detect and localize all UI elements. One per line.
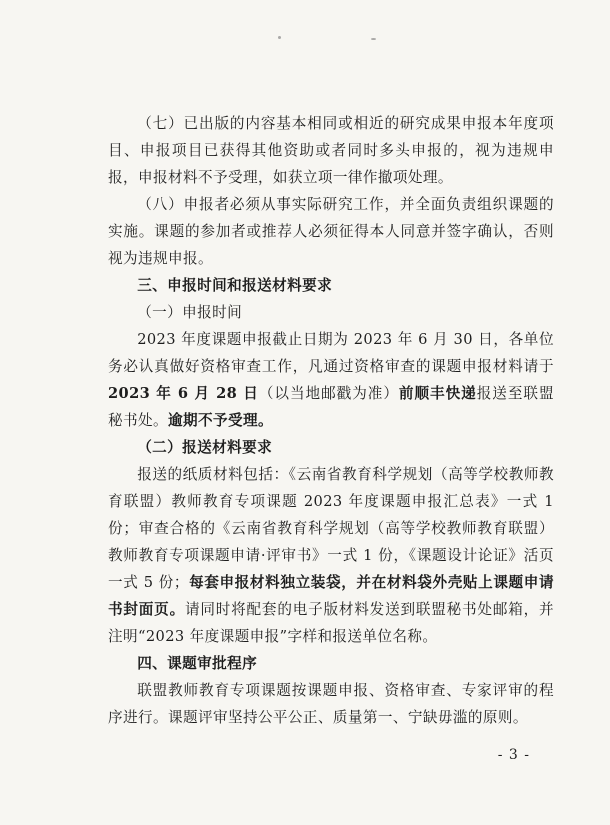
deadline-courier: 前顺丰快递 bbox=[398, 385, 477, 402]
deadline-date: 2023 年 6 月 28 日 bbox=[108, 385, 259, 402]
section-eight-paragraph: （八）申报者必须从事实际研究工作，并全面负责组织课题的实施。课题的参加者或推荐人必须征得本人同意并签字确认，否则视为违规申报。 bbox=[108, 196, 554, 267]
section-seven-paragraph: （七）已出版的内容基本相同或相近的研究成果申报本年度项目、申报项目已获得其他资助或者同时多头申报的，视为违规申报，申报材料不予受理，如获立项一律作撤项处理。 bbox=[108, 115, 554, 186]
deadline-text-3: 报送至联盟秘书处。 bbox=[108, 385, 554, 429]
deadline-paragraph bbox=[108, 326, 554, 434]
document-body bbox=[108, 110, 554, 731]
page-number: - 3 - bbox=[497, 747, 530, 763]
scan-speck bbox=[278, 36, 281, 39]
heading-four: 四、课题审批程序 bbox=[137, 655, 258, 672]
materials-paragraph bbox=[108, 461, 554, 650]
heading-three: 三、申报时间和报送材料要求 bbox=[137, 277, 333, 294]
deadline-overdue-notice: 逾期不予受理。 bbox=[167, 412, 273, 429]
materials-text-1: 报送的纸质材料包括：《云南省教育科学规划（高等学校教师教育联盟）教师教育专项课题 2023 年度课题申报汇总表》一式 1 份；审查合格的《云南省教育科学规划（高等学校教师教育联盟）教师教育专项课题申请·评审书》一式 1 份，《课题设计论证》活页一式 5 份； bbox=[108, 466, 554, 591]
subheading-submission-time: （一）申报时间 bbox=[137, 304, 243, 321]
deadline-text-2: （以当地邮戳为准） bbox=[258, 385, 399, 402]
materials-text-2: 请同时将配套的电子版材料发送到联盟秘书处邮箱，并注明“2023 年度课题申报”字样和报送单位名称。 bbox=[108, 601, 554, 645]
materials-packaging-notice: 每套申报材料独立装袋，并在材料袋外壳贴上课题申请书封面页。 bbox=[108, 574, 554, 618]
deadline-text-1: 2023 年度课题申报截止日期为 2023 年 6 月 30 日，各单位务必认真做好资格审查工作，凡通过资格审查的课题申报材料请于 bbox=[108, 331, 554, 375]
subheading-materials: （二）报送材料要求 bbox=[137, 439, 273, 456]
procedure-paragraph: 联盟教师教育专项课题按课题申报、资格审查、专家评审的程序进行。课题评审坚持公平公正、质量第一、宁缺毋滥的原则。 bbox=[108, 682, 554, 726]
scan-speck bbox=[371, 38, 376, 40]
